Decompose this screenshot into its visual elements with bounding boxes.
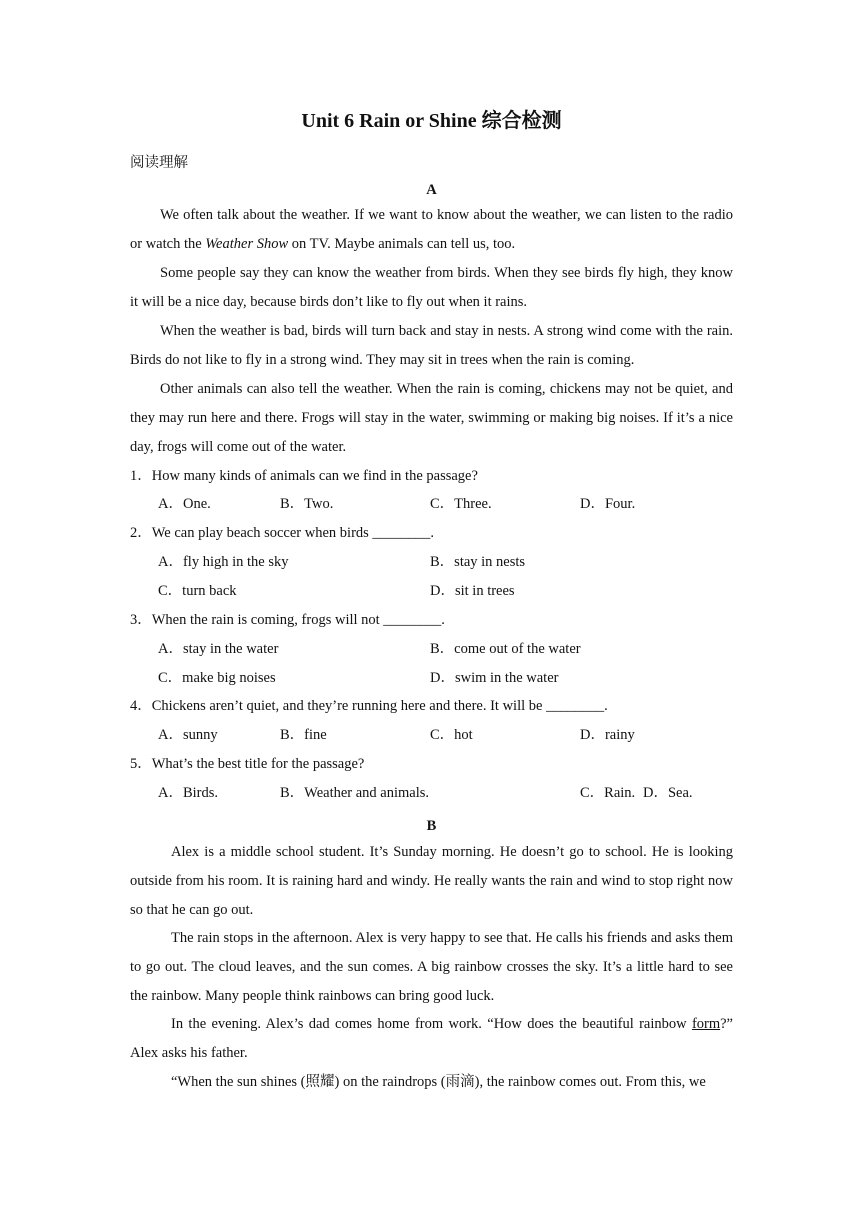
question-1: 1．How many kinds of animals can we find in the passage?	[130, 468, 478, 484]
passage-b-paragraph-4: “When the sun shines (照耀) on the raindrops (雨滴), the rainbow comes out. From this, we	[171, 1074, 706, 1090]
q1-option-d: D．Four.	[580, 496, 636, 512]
q2-option-c: C．turn back	[158, 583, 237, 599]
q3-option-c: C．make big noises	[158, 670, 276, 686]
q2-option-d: D．sit in trees	[430, 583, 515, 599]
q5-option-b: B．Weather and animals.	[280, 785, 430, 801]
q3-option-b: B．come out of the water	[430, 641, 581, 657]
q4-option-d: D．rainy	[580, 727, 635, 743]
q2-option-a: A．fly high in the sky	[158, 554, 289, 570]
passage-b-paragraph-3: In the evening. Alex’s dad comes home from work. “How does the beautiful rainbow form?” Alex asks his father.	[130, 1016, 733, 1061]
q4-option-a: A．sunny	[158, 727, 218, 743]
q3-option-a: A．stay in the water	[158, 641, 279, 657]
q2-option-b: B．stay in nests	[430, 554, 526, 570]
passage-b-paragraph-1: Alex is a middle school student. It’s Sunday morning. He doesn’t go to school. He is looking outside from his room. It is raining hard and windy. He really wants the rain and wind to stop right now so that he can go out.	[130, 844, 733, 918]
passage-b-paragraph-2: The rain stops in the afternoon. Alex is very happy to see that. He calls his friends and asks them to go out. The cloud leaves, and the sun comes. A big rainbow crosses the sky. It’s a little hard to see the rainbow. Many people think rainbows can bring good luck.	[130, 930, 733, 1004]
q5-option-c: C．Rain.	[580, 785, 636, 801]
q3-option-d: D．swim in the water	[430, 670, 559, 686]
part-b-heading: B	[426, 818, 437, 834]
underlined-word: form	[691, 1016, 721, 1032]
question-2: 2．We can play beach soccer when birds ________.	[130, 525, 435, 541]
q4-option-b: B．fine	[280, 727, 327, 743]
page-title: Unit 6 Rain or Shine 综合检测	[301, 110, 562, 132]
question-5: 5．What’s the best title for the passage?	[130, 756, 365, 772]
q4-option-c: C．hot	[430, 727, 473, 743]
passage-a-paragraph-1: We often talk about the weather. If we want to know about the weather, we can listen to the radio or watch the Weather Show on TV. Maybe animals can tell us, too.	[130, 207, 733, 252]
question-4: 4．Chickens aren’t quiet, and they’re running here and there. It will be ________.	[130, 698, 608, 714]
q5-option-a: A．Birds.	[158, 785, 219, 801]
q5-option-d: D．Sea.	[643, 785, 693, 801]
passage-a-paragraph-3: When the weather is bad, birds will turn back and stay in nests. A strong wind come with the rain. Birds do not like to fly in a strong wind. They may sit in trees when the rain is coming.	[130, 323, 733, 368]
section-label: 阅读理解	[130, 155, 188, 171]
q1-option-c: C．Three.	[430, 496, 492, 512]
question-3: 3．When the rain is coming, frogs will not ________.	[130, 612, 445, 628]
passage-a-paragraph-2: Some people say they can know the weather from birds. When they see birds fly high, they know it will be a nice day, because birds don’t like to fly out when it rains.	[130, 265, 733, 310]
q1-option-a: A．One.	[158, 496, 211, 512]
passage-a-paragraph-4: Other animals can also tell the weather. When the rain is coming, chickens may not be quiet, and they may run here and there. Frogs will stay in the water, swimming or making big noises. If it’s a nice day, frogs will come out of the water.	[130, 381, 733, 455]
q1-option-b: B．Two.	[280, 496, 334, 512]
part-a-heading: A	[426, 182, 437, 198]
